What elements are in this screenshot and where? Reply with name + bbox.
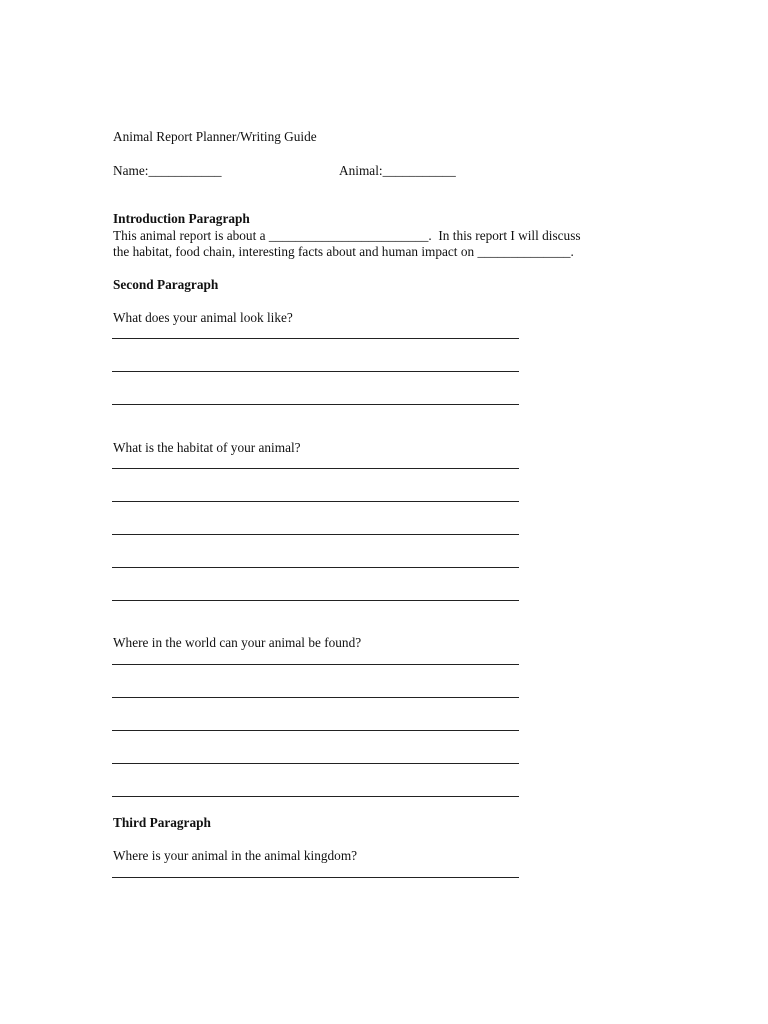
answer-line: [112, 338, 519, 339]
question-look: What does your animal look like?: [113, 310, 293, 325]
answer-line: [112, 567, 519, 568]
intro-line-2: the habitat, food chain, interesting facts about and human impact on ______________.: [113, 244, 574, 259]
document-title: Animal Report Planner/Writing Guide: [113, 129, 317, 144]
answer-line: [112, 371, 519, 372]
answer-line: [112, 796, 519, 797]
answer-line: [112, 534, 519, 535]
answer-line: [112, 877, 519, 878]
animal-field: Animal:___________: [339, 163, 456, 178]
question-habitat: What is the habitat of your animal?: [113, 440, 301, 455]
answer-line: [112, 501, 519, 502]
question-location: Where in the world can your animal be found?: [113, 635, 362, 650]
answer-line: [112, 763, 519, 764]
answer-line: [112, 697, 519, 698]
second-heading: Second Paragraph: [113, 277, 219, 292]
question-kingdom: Where is your animal in the animal kingdom?: [113, 848, 358, 863]
intro-line-1: This animal report is about a ________________________. In this report I will discuss: [113, 228, 581, 243]
intro-heading: Introduction Paragraph: [113, 211, 250, 226]
answer-line: [112, 600, 519, 601]
third-heading: Third Paragraph: [113, 815, 211, 830]
answer-line: [112, 664, 519, 665]
answer-line: [112, 730, 519, 731]
answer-line: [112, 404, 519, 405]
answer-line: [112, 468, 519, 469]
name-field: Name:___________: [113, 163, 222, 178]
